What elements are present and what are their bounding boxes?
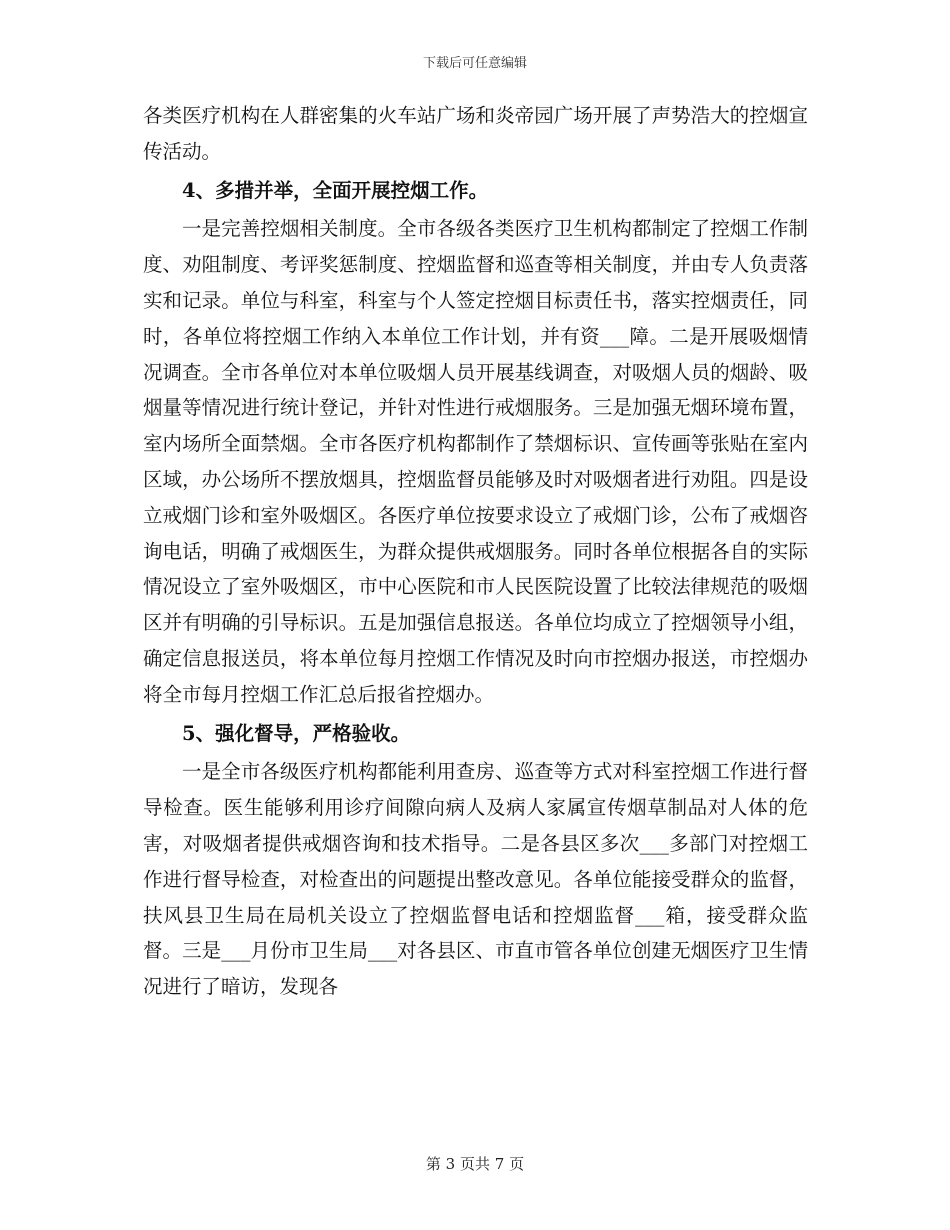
paragraph-measures: 一是完善控烟相关制度。全市各级各类医疗卫生机构都制定了控烟工作制度、劝阻制度、考评奖惩制度、控烟监督和巡查等相关制度，并由专人负责落实和记录。单位与科室，科室与个人签定控烟目标责任书，落实控烟责任，同时，各单位将控烟工作纳入本单位工作计划，并有资___障。二是开展吸烟情况调查。全市各单位对本单位吸烟人员开展基线调查，对吸烟人员的烟龄、吸烟量等情况进行统计登记，并针对性进行戒烟服务。三是加强无烟环境布置，室内场所全面禁烟。全市各医疗机构都制作了禁烟标识、宣传画等张贴在室内区域，办公场所不摆放烟具，控烟监督员能够及时对吸烟者进行劝阻。四是设立戒烟门诊和室外吸烟区。各医疗单位按要求设立了戒烟门诊，公布了戒烟咨询电话，明确了戒烟医生，为群众提供戒烟服务。同时各单位根据各自的实际情况设立了室外吸烟区，市中心医院和市人民医院设置了比较法律规范的吸烟区并有明确的引导标识。五是加强信息报送。各单位均成立了控烟领导小组，确定信息报送员，将本单位每月控烟工作情况及时向市控烟办报送，市控烟办将全市每月控烟工作汇总后报省控烟办。 <box>143 217 808 706</box>
section-heading-4: 4、多措并举，全面开展控烟工作。 <box>182 178 489 202</box>
page-footer: 第 3 页共 7 页 <box>425 1155 525 1173</box>
page-header: 下载后可任意编辑 <box>422 56 527 71</box>
paragraph-continuation: 各类医疗机构在人群密集的火车站广场和炎帝园广场开展了声势浩大的控烟宣传活动。 <box>143 104 808 163</box>
document-body <box>143 98 808 1005</box>
section-heading-5: 5、强化督导，严格验收。 <box>182 721 411 745</box>
paragraph-supervision: 一是全市各级医疗机构都能利用查房、巡查等方式对科室控烟工作进行督导检查。医生能够利用诊疗间隙向病人及病人家属宣传烟草制品对人体的危害，对吸烟者提供戒烟咨询和技术指导。二是各县区多次___多部门对控烟工作进行督导检查，对检查出的问题提出整改意见。各单位能接受群众的监督，扶风县卫生局在局机关设立了控烟监督电话和控烟监督___箱，接受群众监督。三是___月份市卫生局___对各县区、市直市管各单位创建无烟医疗卫生情况进行了暗访，发现各 <box>143 760 808 999</box>
